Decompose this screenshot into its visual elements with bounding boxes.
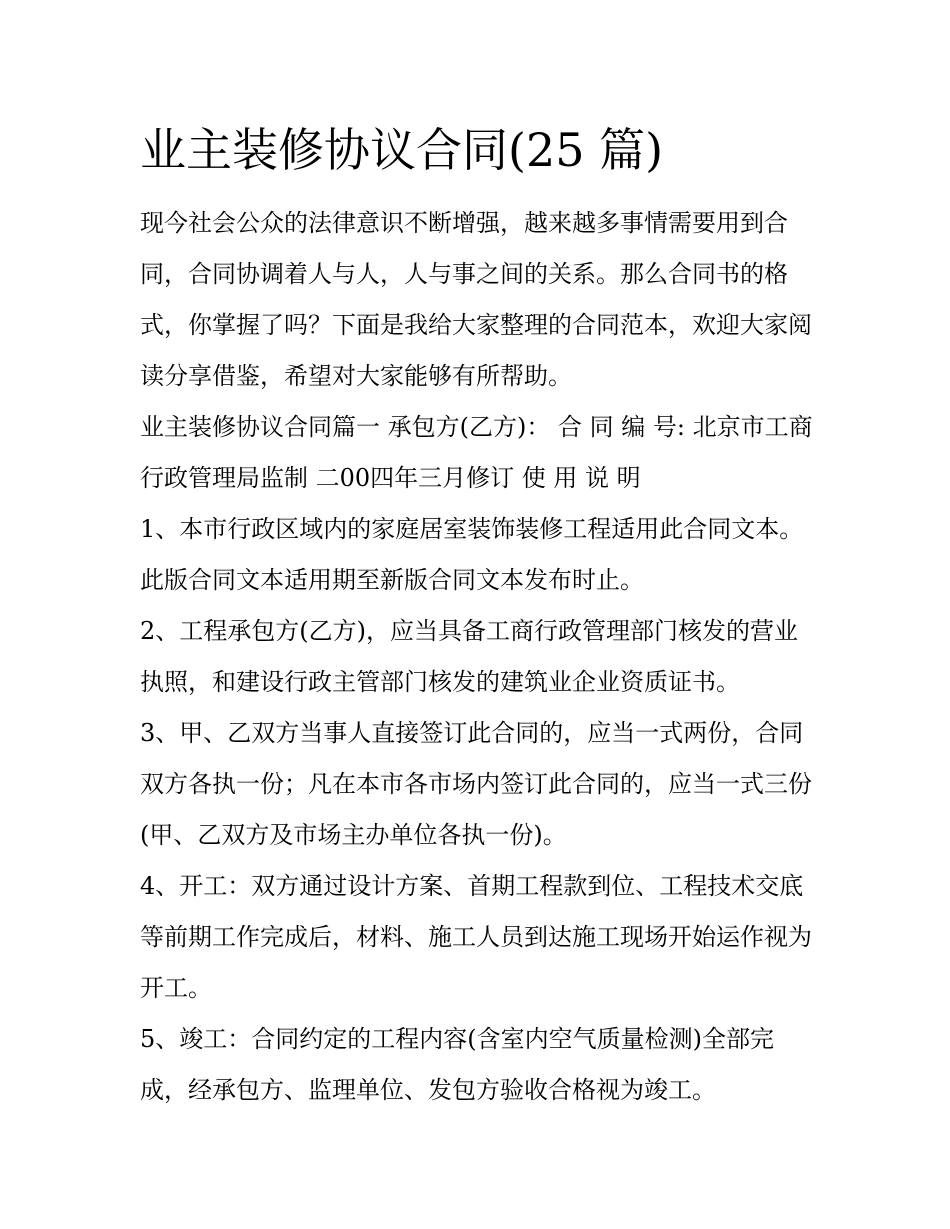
clause-2-paragraph: 2、工程承包方(乙方)，应当具备工商行政管理部门核发的营业执照，和建设行政主管部门核发的建筑业企业资质证书。 [140, 617, 798, 696]
clause-1-paragraph: 1、本市行政区域内的家庭居室装饰装修工程适用此合同文本。此版合同文本适用期至新版合同文本发布时止。 [140, 515, 804, 594]
contract-header-paragraph: 业主装修协议合同篇一 承包方(乙方)： 合 同 编 号: 北京市工商行政管理局监制 二00四年三月修订 使 用 说 明 [140, 413, 813, 492]
intro-paragraph: 现今社会公众的法律意识不断增强，越来越多事情需要用到合同，合同协调着人与人，人与事之间的关系。那么合同书的格式，你掌握了吗？下面是我给大家整理的合同范本，欢迎大家阅读分享借鉴，希望对大家能够有所帮助。 [140, 209, 812, 390]
document-body [140, 198, 820, 1116]
clause-5-paragraph: 5、竣工：合同约定的工程内容(含室内空气质量检测)全部完成，经承包方、监理单位、发包方验收合格视为竣工。 [140, 1025, 774, 1104]
document-title: 业主装修协议合同(25 篇) [140, 123, 664, 177]
clause-4-paragraph: 4、开工：双方通过设计方案、首期工程款到位、工程技术交底等前期工作完成后，材料、施工人员到达施工现场开始运作视为开工。 [140, 872, 812, 1002]
clause-3-paragraph: 3、甲、乙双方当事人直接签订此合同的，应当一式两份，合同双方各执一份；凡在本市各市场内签订此合同的，应当一式三份(甲、乙双方及市场主办单位各执一份)。 [140, 719, 812, 849]
